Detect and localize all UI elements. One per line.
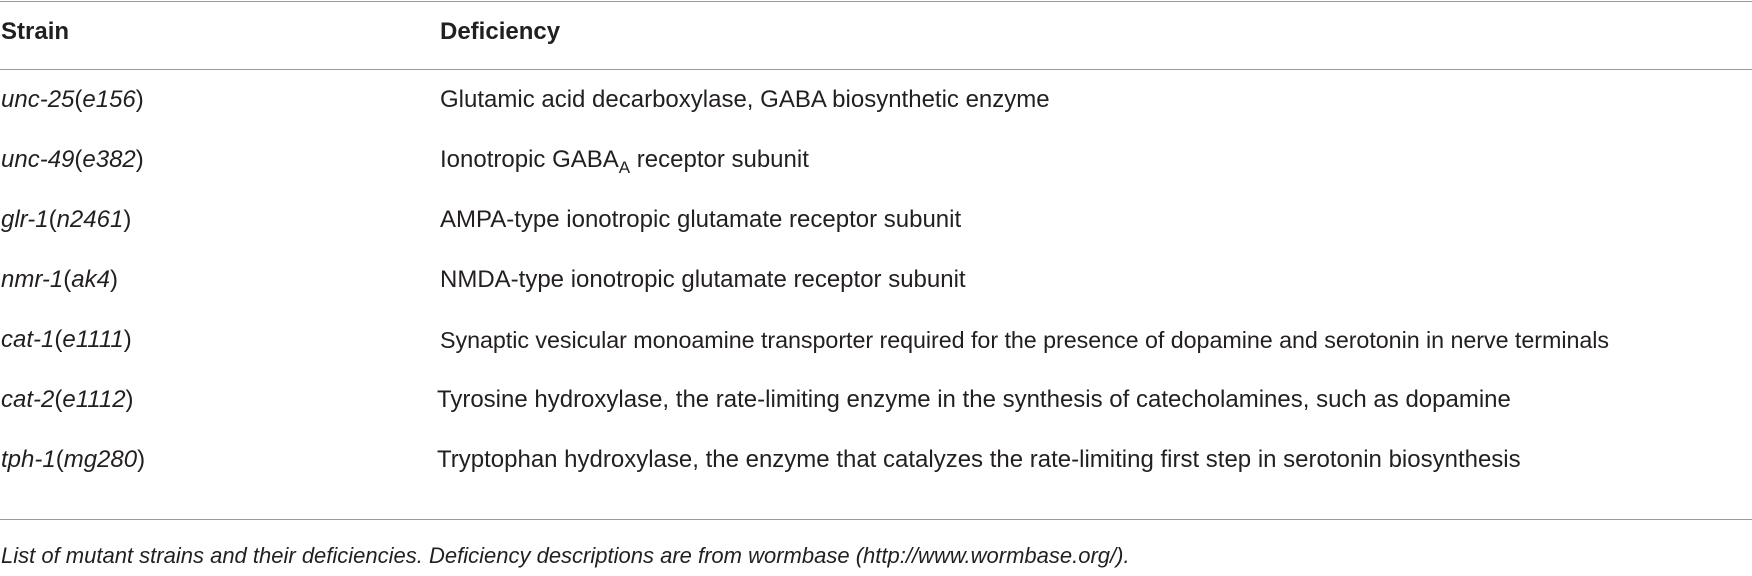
gene-name: cat-1 <box>1 326 55 353</box>
header-rule <box>0 69 1752 70</box>
deficiency-cell <box>440 260 966 300</box>
allele-name: e1111 <box>62 326 124 353</box>
header-deficiency: Deficiency <box>440 18 561 45</box>
strain-cell: nmr-1(ak4) <box>1 266 118 293</box>
deficiency-subscript: A <box>618 158 631 177</box>
deficiency-text: Ionotropic GABA <box>440 146 619 173</box>
strain-cell: unc-25(e156) <box>1 86 144 113</box>
allele-name: mg280 <box>63 446 138 473</box>
deficiency-text: Tryptophan hydroxylase, the enzyme that catalyzes the rate-limiting first step in serotonin biosynthesis <box>437 446 1521 473</box>
allele-name: e382 <box>82 146 136 173</box>
gene-name: cat-2 <box>1 386 55 413</box>
gene-name: unc-49 <box>1 146 75 173</box>
table-row <box>0 80 1752 120</box>
header-strain: Strain <box>1 18 70 45</box>
gene-name: nmr-1 <box>1 266 64 293</box>
deficiency-cell <box>440 200 961 240</box>
deficiency-cell <box>440 80 1050 120</box>
table-caption: List of mutant strains and their deficiencies. Deficiency descriptions are from wormbase (http://www.wormbase.org/). <box>1 543 1130 568</box>
table-header-row <box>0 12 1752 52</box>
deficiency-cell <box>437 440 1521 480</box>
allele-name: n2461 <box>56 206 124 233</box>
table-row <box>0 140 1752 180</box>
deficiency-cell <box>440 140 809 182</box>
strain-cell: cat-2(e1112) <box>1 386 134 413</box>
gene-name: tph-1 <box>1 446 56 473</box>
deficiency-text: NMDA-type ionotropic glutamate receptor subunit <box>440 266 966 293</box>
gene-name: glr-1 <box>1 206 49 233</box>
strain-cell: glr-1(n2461) <box>1 206 132 233</box>
allele-name: e1112 <box>62 386 126 413</box>
deficiency-text: AMPA-type ionotropic glutamate receptor subunit <box>440 206 962 233</box>
deficiency-text: Synaptic vesicular monoamine transporter required for the presence of dopamine and serotonin in nerve terminals <box>440 327 1609 353</box>
allele-name: e156 <box>82 86 136 113</box>
table-row <box>0 380 1752 420</box>
table-top-rule <box>0 1 1752 2</box>
table-row <box>0 260 1752 300</box>
table-row <box>0 440 1752 480</box>
deficiency-text: Tyrosine hydroxylase, the rate-limiting enzyme in the synthesis of catecholamines, such as dopamine <box>437 386 1511 413</box>
deficiency-cell <box>440 320 1609 360</box>
deficiency-text: Glutamic acid decarboxylase, GABA biosynthetic enzyme <box>440 86 1050 113</box>
allele-name: ak4 <box>71 266 110 293</box>
deficiency-text-tail: receptor subunit <box>630 146 809 173</box>
gene-name: unc-25 <box>1 86 75 113</box>
strain-cell: tph-1(mg280) <box>1 446 146 473</box>
strain-cell: unc-49(e382) <box>1 146 144 173</box>
strain-cell: cat-1(e1111) <box>1 326 132 353</box>
deficiency-cell <box>437 380 1511 420</box>
table-bottom-rule <box>0 519 1752 520</box>
table-row <box>0 320 1752 360</box>
table-row <box>0 200 1752 240</box>
